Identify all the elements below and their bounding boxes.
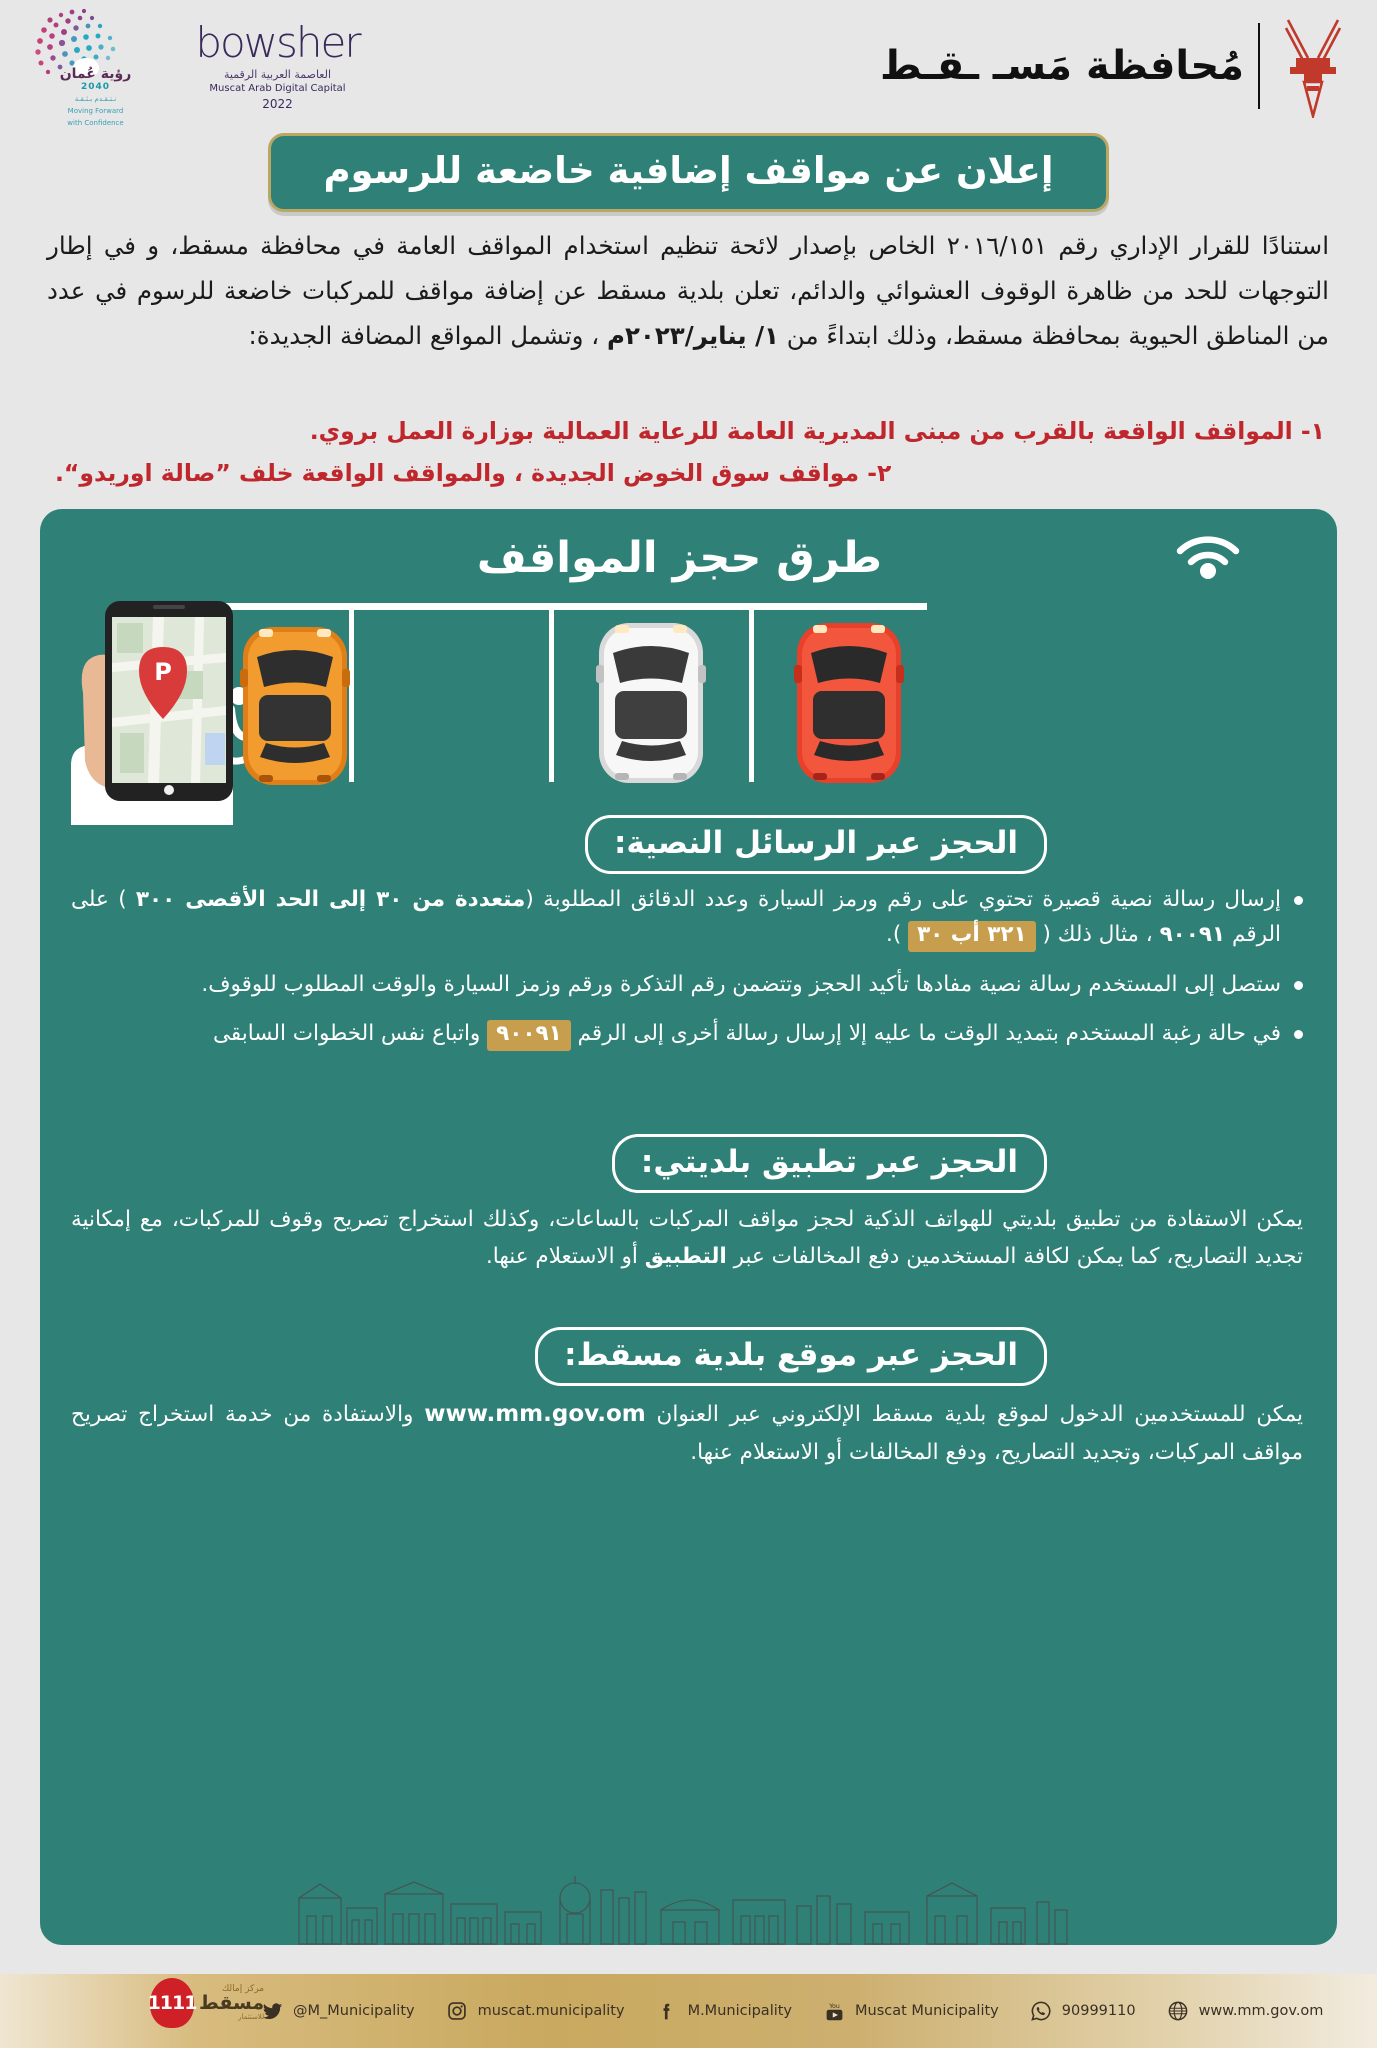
title-banner-wrap <box>0 133 1377 212</box>
bowsher-wordmark: bowsher <box>195 18 360 67</box>
globe-icon <box>1166 1999 1190 2023</box>
sms-b1-tail: ). <box>886 921 909 947</box>
new-locations-list <box>51 417 1325 501</box>
muscat-skyline-illustration <box>0 1870 1377 1948</box>
vision-tagline-ar: نـتـقـدم بـثـقـة <box>74 95 117 103</box>
sms-instructions-list <box>71 883 1303 1067</box>
social-label-website: www.mm.gov.om <box>1198 2003 1324 2019</box>
youtube-icon <box>822 1999 846 2023</box>
sms-b1-lead: إرسال رسالة نصية قصيرة تحتوي على رقم ورمز السيارة وعدد الدقائق المطلوبة ( <box>525 887 1281 912</box>
sms-b3-tail: واتباع نفس الخطوات السابقى <box>212 1021 488 1047</box>
bullet-dot-icon <box>1294 896 1303 905</box>
app-body-end: أو الاستعلام عنها. <box>485 1243 645 1269</box>
amaal-wordmark <box>199 1985 264 2022</box>
social-link-whatsapp[interactable] <box>1029 1999 1136 2023</box>
white-car <box>596 623 706 783</box>
social-label-facebook: M.Municipality <box>687 2003 793 2019</box>
svg-text:P: P <box>154 658 172 686</box>
social-link-facebook[interactable] <box>655 1999 792 2023</box>
intro-text-end: ، وتشمل المواقع المضافة الجديدة: <box>248 320 607 350</box>
sms-b1-shortcode: ٩٠٠٩١ <box>1159 921 1226 947</box>
svg-text:You: You <box>828 2002 840 2010</box>
muscat-calligraphy <box>880 43 1244 89</box>
section-heading-website: الحجز عبر موقع بلدية مسقط: <box>535 1327 1047 1386</box>
parking-illustration <box>57 595 1319 825</box>
oman-vision-2040-logo <box>28 6 163 126</box>
social-links-row <box>260 1999 1323 2023</box>
sms-b1-mid1: ) على الرقم <box>71 887 1281 947</box>
wifi-signal-icon <box>1169 531 1247 589</box>
social-label-twitter: @M_Municipality <box>293 2003 415 2019</box>
intro-text-start: استنادًا للقرار الإداري رقم ٢٠١٦/١٥١ الخاص بإصدار لائحة تنظيم استخدام المواقف العامة في محافظة مسقط، و في إطار التوجهات للحد من ظاهرة الوقوف العشوائي والدائم، تعلن بلدية مسقط عن إضافة مواقف للمركبات خاضعة للرسوم في عدد من المناطق الحيوية بمحافظة مسقط، وذلك ابتداءً من <box>47 231 1329 350</box>
panel-heading: طرق حجز المواقف <box>476 533 882 583</box>
muscat-calligraphy-main: مُحافظة مَسـ ـقـط <box>880 43 1244 89</box>
amaal-label-top: مركز إمالك <box>221 1983 265 1994</box>
intro-effective-date: ١/ يناير/٢٠٢٣م <box>606 320 780 350</box>
header-bar <box>0 0 1377 140</box>
bowsher-english-label: Muscat Arab Digital Capital <box>209 83 346 94</box>
web-body-end: والاستفادة من خدمة استخراج تصريح مواقف المركبات، وتجديد التصاريح، ودفع المخالفات أو الاستعلام عنها. <box>71 1402 1303 1465</box>
location-item-2: ٢- مواقف سوق الخوض الجديدة ، والمواقف الواقعة خلف ”صالة اوريدو“. <box>55 459 892 487</box>
whatsapp-icon <box>1029 1999 1053 2023</box>
amaal-digits: 1111 <box>150 1978 194 2028</box>
bowsher-arabic-label: العاصمة العربية الرقمية <box>223 68 332 81</box>
panel-header <box>40 509 1337 595</box>
footer-bar <box>0 1974 1377 2048</box>
bullet-dot-icon <box>1294 981 1303 990</box>
amaal-label-main: مسقط <box>199 1992 265 2015</box>
bullet-dot-icon <box>1294 1030 1303 1039</box>
app-description <box>71 1202 1303 1276</box>
parking-lot-svg <box>57 595 1319 825</box>
red-car <box>794 623 904 783</box>
muscat-arab-digital-capital-logo <box>185 18 370 111</box>
vision-tagline-en-2: with Confidence <box>67 118 124 127</box>
orange-car <box>240 627 350 785</box>
muscat-municipality-logo <box>880 14 1352 118</box>
sms-b1-mid2: ، مثال ذلك ( <box>1035 921 1160 947</box>
intro-paragraph <box>47 224 1329 358</box>
sms-bullet-3 <box>71 1017 1281 1052</box>
amaal-label-bottom: للاستثمار <box>238 2013 265 2022</box>
announcement-title-banner <box>268 133 1108 212</box>
social-link-instagram[interactable] <box>445 1999 625 2023</box>
list-item <box>71 1017 1303 1052</box>
muscat-amaal-center-logo <box>147 1978 265 2028</box>
app-body-start: يمكن الاستفادة من تطبيق بلديتي للهواتف الذكية لحجز مواقف المركبات بالساعات، وكذلك استخراج تصريح وقوف للمركبات، مع إمكانية تجديد التصاريح، كما يمكن لكافة المستخدمين دفع المخالفات عبر <box>71 1207 1303 1269</box>
app-body-emphasis: التطبيق <box>644 1243 727 1269</box>
sms-b3-lead: في حالة رغبة المستخدم بتمديد الوقت ما عليه إلا إرسال رسالة أخرى إلى الرقم <box>570 1021 1281 1047</box>
social-label-whatsapp: 90999110 <box>1061 2003 1136 2019</box>
vision-arabic-label: رؤية عُمان <box>59 66 132 82</box>
logo-divider <box>1258 23 1260 109</box>
sms-extend-shortcode: ٩٠٠٩١ <box>487 1020 571 1051</box>
social-link-website[interactable] <box>1166 1999 1324 2023</box>
sms-example-plate: ٣٢١ أب ٣٠ <box>908 921 1036 952</box>
page-title: إعلان عن مواقف إضافية خاضعة للرسوم <box>323 149 1054 192</box>
section-heading-sms: الحجز عبر الرسائل النصية: <box>585 815 1047 874</box>
vision-year: 2040 <box>80 82 111 92</box>
list-item <box>71 883 1303 953</box>
sms-bullet-1 <box>71 883 1281 953</box>
vision-tagline-en-1: Moving Forward <box>67 106 124 115</box>
instagram-icon <box>445 1999 469 2023</box>
sms-bullet-2: ستصل إلى المستخدم رسالة نصية مفادها تأكيد الحجز وتتضمن رقم التذكرة ورقم وزمز السيارة والوقت المطلوب للوقوف. <box>201 971 1281 997</box>
section-heading-app: الحجز عبر تطبيق بلديتي: <box>612 1134 1047 1193</box>
phone-in-hand-illustration <box>71 601 233 825</box>
website-description <box>71 1395 1303 1472</box>
social-label-youtube: Muscat Municipality <box>855 2003 999 2019</box>
web-body-start: يمكن للمستخدمين الدخول لموقع بلدية مسقط الإلكتروني عبر العنوان <box>645 1402 1303 1427</box>
facebook-icon <box>655 1999 679 2023</box>
social-label-instagram: muscat.municipality <box>477 2003 625 2019</box>
oman-khanjar-emblem-icon <box>1274 14 1352 118</box>
social-link-twitter[interactable] <box>260 1999 415 2023</box>
booking-methods-panel <box>40 509 1337 1945</box>
social-link-youtube[interactable] <box>822 1999 999 2023</box>
municipality-website-url[interactable]: www.mm.gov.om <box>424 1401 646 1427</box>
list-item <box>71 968 1303 1003</box>
sms-b1-range: متعددة من ٣٠ إلى الحد الأقصى ٣٠٠ <box>135 887 526 912</box>
bowsher-year: 2022 <box>262 97 293 111</box>
location-item-1: ١- المواقف الواقعة بالقرب من مبنى المديرية العامة للرعاية العمالية بوزارة العمل بروي. <box>309 417 1325 445</box>
